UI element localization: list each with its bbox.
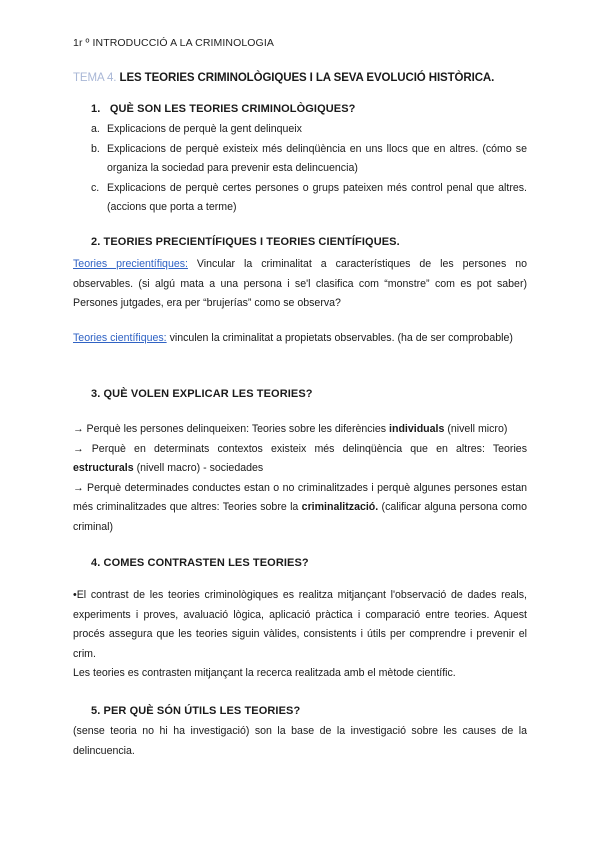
list-item (73, 140, 527, 179)
section-1-heading-text: QUÈ SON LES TEORIES CRIMINOLÒGIQUES? (109, 103, 356, 115)
precientific-link[interactable]: Teories precientífiques: (73, 258, 188, 270)
section-1-list (73, 120, 527, 218)
bold-term: individuals (389, 423, 445, 435)
section-4-paragraph-2: Les teories es contrasten mitjançant la recerca realitzada amb el mètode científic. (73, 667, 456, 679)
list-item (73, 120, 527, 140)
line-text: → Perquè les persones delinqueixen: Teories sobre les diferències (73, 423, 390, 435)
scientific-link[interactable]: Teories científiques: (73, 332, 167, 344)
section-3-line-3 (73, 479, 527, 538)
list-marker: a. (91, 123, 100, 135)
section-3-body (73, 420, 527, 537)
section-2-paragraph-1 (73, 255, 527, 314)
line-text: (calificar alguna persona como criminal) (73, 501, 528, 533)
line-text: → Perquè en determinats contextos existeix més delinqüència que en altres: Teories (73, 442, 527, 455)
section-3-heading: 3. QUÈ VOLEN EXPLICAR LES TEORIES? (91, 388, 313, 400)
bold-term: estructurals (73, 462, 134, 474)
document-title (73, 72, 494, 84)
section-4-heading: 4. COMES CONTRASTEN LES TEORIES? (91, 557, 309, 569)
list-item-text: Explicacions de perquè la gent delinqueix (107, 123, 302, 135)
list-marker: c. (91, 181, 100, 194)
section-3-line-1 (73, 420, 527, 440)
line-text: (nivell micro) (444, 423, 508, 435)
section-5-heading: 5. PER QUÈ SÓN ÚTILS LES TEORIES? (91, 705, 301, 717)
line-text: (nivell macro) - sociedades (133, 462, 264, 474)
section-3-line-2 (73, 440, 527, 479)
section-5-paragraph: (sense teoria no hi ha investigació) son la base de la investigació sobre les causes de la delincuencia. (73, 725, 527, 757)
section-1-heading (91, 103, 355, 115)
list-item (73, 179, 527, 218)
section-2-heading: 2. TEORIES PRECIENTÍFIQUES I TEORIES CIENTÍFIQUES. (91, 236, 400, 248)
line-text: → Perquè determinades conductes estan o no criminalitzades i perquè algunes persones estan més criminalitzades que altres: Teories sobre la (73, 481, 527, 513)
section-2-p1-text: Vincular la criminalitat a característiques de les persones no observables. (si algú mata a una persona i se'l clasifica com “monstre” com es pot saber) Persones jutgades, era per “brujerías” como se observa? (73, 258, 527, 309)
tema-label: TEMA 4. (73, 72, 117, 84)
bold-term: criminalització. (301, 501, 379, 513)
title-text: LES TEORIES CRIMINOLÒGIQUES I LA SEVA EVOLUCIÓ HISTÒRICA. (119, 72, 495, 84)
section-1-number: 1. (91, 103, 101, 115)
section-2-paragraph-2 (73, 329, 527, 349)
list-item-text: Explicacions de perquè existeix més delinqüència en uns llocs que en altres. (cómo se organiza la sociedad para prevenir esta delincuencia) (107, 142, 527, 174)
section-4-paragraph-1: •El contrast de les teories criminològiques es realitza mitjançant l'observació de dades reals, experiments i proves, avaluació lògica, aplicació pràctica i comparació entre teories. Aquest procés assegura que les teories siguin vàlides, consistents i útils per comprendre i prevenir el crim. (73, 589, 527, 660)
section-4-body (73, 586, 527, 684)
page-header: 1r º INTRODUCCIÓ A LA CRIMINOLOGIA (73, 37, 274, 49)
list-item-text: Explicacions de perquè certes persones o grups pateixen més control penal que altres. (accions que porta a terme) (107, 181, 527, 213)
section-2-p2-text: vinculen la criminalitat a propietats observables. (ha de ser comprobable) (166, 332, 513, 344)
list-marker: b. (91, 142, 100, 155)
